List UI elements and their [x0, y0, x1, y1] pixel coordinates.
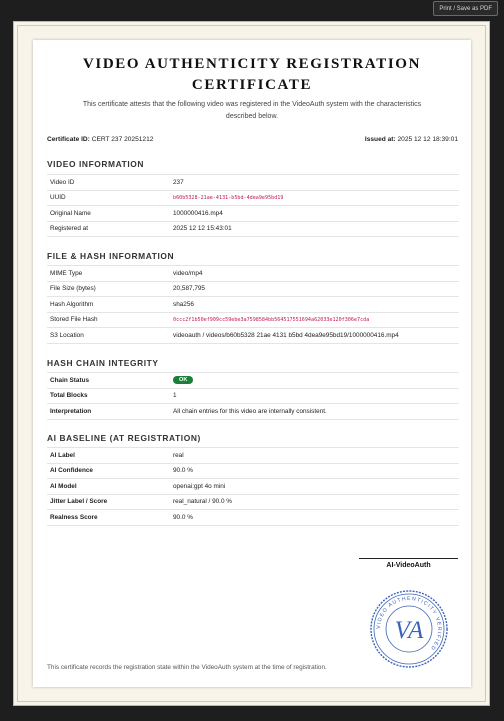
- certificate-id-label: Certificate ID:: [47, 136, 90, 143]
- row-key: AI Model: [47, 479, 170, 495]
- certificate-id-value: CERT 237 20251212: [91, 136, 154, 143]
- table-row: [47, 494, 459, 510]
- table-row: [47, 221, 459, 237]
- table-row: [47, 448, 459, 464]
- table-row: [47, 510, 459, 526]
- row-value: 90.0 %: [170, 463, 459, 479]
- table-row: [47, 312, 459, 328]
- section-title-file-hash: FILE & HASH INFORMATION: [47, 251, 175, 261]
- stored-hash-value: 0ccc2f1b50ef909cc59ebe3a7598584bb564517551694a62033e120f306e7cda: [170, 312, 459, 328]
- certificate-subtitle: This certificate attests that the following video was registered in the VideoAuth system with the characteristics described below.: [82, 101, 422, 120]
- section-title-video: VIDEO INFORMATION: [47, 159, 145, 169]
- row-value: 237: [170, 175, 459, 191]
- issued-at-label: Issued at:: [364, 136, 396, 143]
- table-row: [47, 266, 459, 282]
- certificate-id: [47, 136, 153, 143]
- table-row: [47, 206, 459, 222]
- chain-status-cell: [170, 373, 459, 389]
- row-key: Interpretation: [47, 404, 170, 420]
- status-badge: OK: [173, 376, 193, 384]
- signature-name: AI-VideoAuth: [386, 562, 431, 569]
- row-value: 2025 12 12 15:43:01: [170, 221, 459, 237]
- table-row: [47, 281, 459, 297]
- row-key: Realness Score: [47, 510, 170, 526]
- row-value: sha256: [170, 297, 459, 313]
- row-key: UUID: [47, 190, 170, 206]
- row-value: real: [170, 448, 459, 464]
- issued-at: [365, 136, 458, 143]
- title-line-1: VIDEO AUTHENTICITY REGISTRATION: [83, 56, 421, 72]
- seal-initials: VA: [394, 617, 424, 644]
- row-key: Chain Status: [47, 373, 170, 389]
- table-row: [47, 463, 459, 479]
- s3-location-value: videoauth / videos/b60b5328 21ae 4131 b5bd 4dea9e95bd19/1000000416.mp4: [170, 328, 459, 344]
- row-value: 1: [170, 388, 459, 404]
- signature-line: [359, 558, 458, 559]
- row-key: Video ID: [47, 175, 170, 191]
- row-key: Original Name: [47, 206, 170, 222]
- table-row: [47, 373, 459, 389]
- row-key: Hash Algorithm: [47, 297, 170, 313]
- row-key: S3 Location: [47, 328, 170, 344]
- table-row: [47, 388, 459, 404]
- row-value: 20,587,795: [170, 281, 459, 297]
- row-value: 1000000416.mp4: [170, 206, 459, 222]
- row-value: openai:gpt 4o mini: [170, 479, 459, 495]
- browser-toolbar: [0, 0, 504, 19]
- row-value: 90.0 %: [170, 510, 459, 526]
- certificate-footer-note: This certificate records the registration state within the VideoAuth system at the time of registration.: [47, 664, 327, 671]
- table-row: [47, 328, 459, 344]
- uuid-value: b60b5328-21ae-4131-b5bd-4dea9e95bd19: [170, 190, 459, 206]
- row-key: Jitter Label / Score: [47, 494, 170, 510]
- row-value: All chain entries for this video are internally consistent.: [170, 404, 459, 420]
- row-key: MIME Type: [47, 266, 170, 282]
- table-row: [47, 479, 459, 495]
- table-row: [47, 297, 459, 313]
- certificate-paper: [33, 40, 471, 687]
- section-title-hash-chain: HASH CHAIN INTEGRITY: [47, 358, 159, 368]
- ai-baseline-table: [47, 447, 459, 526]
- print-save-pdf-button[interactable]: Print / Save as PDF: [433, 1, 498, 16]
- row-key: Registered at: [47, 221, 170, 237]
- row-key: Stored File Hash: [47, 312, 170, 328]
- table-row: [47, 190, 459, 206]
- issued-at-value: 2025 12 12 18:39:01: [397, 136, 458, 143]
- row-key: File Size (bytes): [47, 281, 170, 297]
- certificate-title: [33, 54, 471, 96]
- row-key: Total Blocks: [47, 388, 170, 404]
- row-value: real_natural / 90.0 %: [170, 494, 459, 510]
- row-value: video/mp4: [170, 266, 459, 282]
- table-row: [47, 404, 459, 420]
- seal-ring-text: VIDEO AUTHENTICITY VERIFIED: [375, 595, 443, 652]
- section-title-ai-baseline: AI BASELINE (AT REGISTRATION): [47, 433, 201, 443]
- row-key: AI Label: [47, 448, 170, 464]
- file-hash-table: [47, 265, 459, 344]
- row-key: AI Confidence: [47, 463, 170, 479]
- video-info-table: [47, 174, 459, 237]
- hash-chain-table: [47, 372, 459, 420]
- table-row: [47, 175, 459, 191]
- verification-seal-icon: [369, 589, 449, 669]
- title-line-2: CERTIFICATE: [191, 77, 313, 93]
